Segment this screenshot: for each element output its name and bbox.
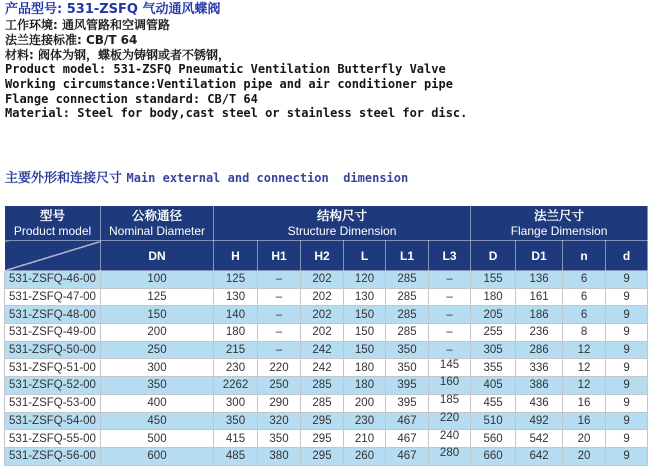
dimension-cell: 400 [101, 394, 214, 412]
info-line-material-cn: 材料: 阀体为钢，蝶板为铸钢或者不锈钢， [5, 47, 230, 62]
header-h2: H2 [301, 241, 344, 271]
product-model-cell: 531-ZSFQ-46-00 [5, 271, 101, 289]
section-title [5, 167, 408, 187]
dimension-cell: 405 [471, 377, 516, 395]
table-row [5, 430, 648, 448]
info-line-working-en: Working circumstance:Ventilation pipe and air conditioner pipe [5, 76, 453, 91]
dimension-cell: 415 [214, 430, 258, 448]
product-model-cell: 531-ZSFQ-54-00 [5, 412, 101, 430]
header-n: n [563, 241, 606, 271]
dimension-cell: 305 [471, 341, 516, 359]
header-d-small: d [606, 241, 648, 271]
dimension-cell: 300 [101, 359, 214, 377]
header-h1: H1 [258, 241, 301, 271]
header-product-model-cn: 型号 [39, 208, 65, 223]
info-line-model-en: Product model: 531-ZSFQ Pneumatic Ventilation Butterfly Valve [5, 62, 446, 77]
dimension-cell: – [429, 324, 471, 342]
dimension-cell: 350 [386, 341, 429, 359]
dimension-cell: 300 [214, 394, 258, 412]
dimension-cell: 295 [301, 430, 344, 448]
dimension-cell: 380 [258, 447, 301, 465]
dimension-cell: 20 [563, 447, 606, 465]
table-row [5, 306, 648, 324]
info-line-working-cn: 工作环境: 通风管路和空调管路 [5, 18, 170, 32]
dimension-cell: 220 [429, 412, 471, 430]
dimension-cell: 250 [258, 377, 301, 395]
table-row [5, 324, 648, 342]
dimension-cell: 200 [101, 324, 214, 342]
header-d-big: D [471, 241, 516, 271]
dimension-cell: 202 [301, 288, 344, 306]
dimension-cell: 180 [344, 377, 386, 395]
dimension-cell: 9 [606, 377, 648, 395]
dimension-cell: 150 [344, 324, 386, 342]
dimension-cell: 130 [344, 288, 386, 306]
dimension-cell: 386 [516, 377, 563, 395]
dimension-cell: 395 [386, 377, 429, 395]
dimension-cell: 6 [563, 288, 606, 306]
dimension-cell: 285 [386, 288, 429, 306]
dimension-cell: – [258, 324, 301, 342]
dimension-cell: 355 [471, 359, 516, 377]
dimension-cell: 290 [258, 394, 301, 412]
product-model-cell: 531-ZSFQ-56-00 [5, 447, 101, 465]
header-product-model-en: Product model [13, 224, 92, 238]
dimension-cell: 285 [301, 394, 344, 412]
header-l3: L3 [429, 241, 471, 271]
dimension-cell: 125 [214, 271, 258, 289]
dimension-cell: 542 [516, 430, 563, 448]
header-nominal-diameter [101, 206, 214, 241]
dimension-cell: 510 [471, 412, 516, 430]
dimension-cell: 180 [471, 288, 516, 306]
dimension-cell: 186 [516, 306, 563, 324]
header-l1: L1 [386, 241, 429, 271]
dimension-cell: 242 [301, 341, 344, 359]
dimension-cell: 236 [516, 324, 563, 342]
dimension-cell: – [429, 271, 471, 289]
dimension-cell: 285 [301, 377, 344, 395]
info-line-material-en: Material: Steel for body,cast steel or stainless steel for disc. [5, 106, 468, 121]
header-dn: DN [101, 241, 214, 271]
dimension-cell: 200 [344, 394, 386, 412]
dimension-cell: 492 [516, 412, 563, 430]
page-title: 产品型号: 531-ZSFQ 气动通风蝶阀 [5, 2, 221, 17]
header-structure-dimension [214, 206, 471, 241]
dimension-cell: 12 [563, 359, 606, 377]
dimension-cell: 6 [563, 271, 606, 289]
table-body [5, 271, 648, 466]
dimension-cell: 161 [516, 288, 563, 306]
dimension-cell: 9 [606, 412, 648, 430]
product-model-cell: 531-ZSFQ-52-00 [5, 377, 101, 395]
dimension-cell: 180 [344, 359, 386, 377]
dimension-cell: 220 [258, 359, 301, 377]
section-title-en: Main external and connection dimension [126, 171, 409, 185]
dimension-cell: 467 [386, 430, 429, 448]
dimension-cell: 320 [258, 412, 301, 430]
dimension-cell: 202 [301, 306, 344, 324]
dimension-cell: 185 [429, 394, 471, 412]
table-row [5, 341, 648, 359]
dimension-cell: 8 [563, 324, 606, 342]
dimension-cell: 230 [214, 359, 258, 377]
dimension-cell: 467 [386, 447, 429, 465]
dimension-cell: 286 [516, 341, 563, 359]
dimension-cell: 12 [563, 377, 606, 395]
dimension-cell: 9 [606, 271, 648, 289]
dimension-cell: 485 [214, 447, 258, 465]
section-title-cn: 主要外形和连接尺寸 [5, 171, 123, 186]
dimension-cell: 2262 [214, 377, 258, 395]
dimension-cell: 150 [344, 306, 386, 324]
dimension-cell: 9 [606, 394, 648, 412]
dimension-cell: 16 [563, 394, 606, 412]
dimension-cell: 285 [386, 324, 429, 342]
dimension-table [4, 205, 648, 466]
header-h: H [214, 241, 258, 271]
dimension-cell: 12 [563, 341, 606, 359]
dimension-cell: 180 [214, 324, 258, 342]
dimension-cell: 240 [429, 430, 471, 448]
dimension-cell: – [429, 341, 471, 359]
dimension-cell: 255 [471, 324, 516, 342]
info-line-flange-cn: 法兰连接标准: CB/T 64 [5, 32, 138, 47]
dimension-cell: 202 [301, 324, 344, 342]
table-row [5, 394, 648, 412]
dimension-cell: 9 [606, 341, 648, 359]
dimension-cell: 295 [301, 447, 344, 465]
table-row [5, 271, 648, 289]
dimension-cell: 285 [386, 306, 429, 324]
dimension-cell: 250 [101, 341, 214, 359]
product-info-block [5, 2, 645, 121]
header-diagonal-cell [5, 241, 101, 271]
header-nominal-diameter-cn: 公称通径 [131, 208, 182, 223]
dimension-cell: 125 [101, 288, 214, 306]
dimension-cell: 600 [101, 447, 214, 465]
dimension-cell: 295 [301, 412, 344, 430]
dimension-cell: 350 [386, 359, 429, 377]
dimension-cell: 500 [101, 430, 214, 448]
dimension-cell: 9 [606, 288, 648, 306]
header-product-model [5, 206, 101, 241]
table-row [5, 412, 648, 430]
table-row [5, 447, 648, 465]
dimension-cell: 6 [563, 306, 606, 324]
dimension-cell: 9 [606, 447, 648, 465]
dimension-cell: 455 [471, 394, 516, 412]
header-flange-dimension [471, 206, 648, 241]
dimension-cell: 136 [516, 271, 563, 289]
dimension-cell: 155 [471, 271, 516, 289]
dimension-cell: 9 [606, 324, 648, 342]
header-nominal-diameter-en: Nominal Diameter [108, 224, 206, 238]
dimension-cell: 436 [516, 394, 563, 412]
dimension-cell: – [258, 306, 301, 324]
dimension-cell: 150 [344, 341, 386, 359]
table-row [5, 288, 648, 306]
product-model-cell: 531-ZSFQ-51-00 [5, 359, 101, 377]
product-model-cell: 531-ZSFQ-55-00 [5, 430, 101, 448]
dimension-cell: 336 [516, 359, 563, 377]
dimension-cell: 150 [101, 306, 214, 324]
dimension-cell: 350 [214, 412, 258, 430]
dimension-cell: 215 [214, 341, 258, 359]
dimension-cell: 100 [101, 271, 214, 289]
dimension-cell: 210 [344, 430, 386, 448]
dimension-cell: 16 [563, 412, 606, 430]
dimension-cell: 120 [344, 271, 386, 289]
dimension-cell: 642 [516, 447, 563, 465]
header-flange-en: Flange Dimension [510, 224, 608, 238]
dimension-table-container [4, 205, 647, 466]
product-model-cell: 531-ZSFQ-50-00 [5, 341, 101, 359]
header-d1: D1 [516, 241, 563, 271]
dimension-cell: – [258, 288, 301, 306]
dimension-cell: 9 [606, 359, 648, 377]
dimension-cell: 160 [429, 377, 471, 395]
dimension-cell: – [429, 306, 471, 324]
dimension-cell: 395 [386, 394, 429, 412]
header-structure-en: Structure Dimension [287, 224, 397, 238]
header-l: L [344, 241, 386, 271]
dimension-cell: 20 [563, 430, 606, 448]
dimension-cell: 202 [301, 271, 344, 289]
dimension-cell: – [258, 271, 301, 289]
dimension-cell: – [258, 341, 301, 359]
dimension-cell: 350 [101, 377, 214, 395]
dimension-cell: 660 [471, 447, 516, 465]
dimension-cell: 450 [101, 412, 214, 430]
dimension-cell: 9 [606, 306, 648, 324]
dimension-cell: 280 [429, 447, 471, 465]
product-model-cell: 531-ZSFQ-48-00 [5, 306, 101, 324]
header-structure-cn: 结构尺寸 [317, 208, 368, 223]
product-model-cell: 531-ZSFQ-49-00 [5, 324, 101, 342]
dimension-cell: 467 [386, 412, 429, 430]
table-row [5, 359, 648, 377]
product-model-cell: 531-ZSFQ-47-00 [5, 288, 101, 306]
info-line-flange-en: Flange connection standard: CB/T 64 [5, 91, 258, 106]
dimension-cell: 140 [214, 306, 258, 324]
dimension-cell: 350 [258, 430, 301, 448]
dimension-cell: 205 [471, 306, 516, 324]
header-flange-cn: 法兰尺寸 [534, 208, 585, 223]
dimension-cell: 230 [344, 412, 386, 430]
table-row [5, 377, 648, 395]
dimension-cell: 560 [471, 430, 516, 448]
dimension-cell: – [429, 288, 471, 306]
dimension-cell: 145 [429, 359, 471, 377]
product-model-cell: 531-ZSFQ-53-00 [5, 394, 101, 412]
dimension-cell: 242 [301, 359, 344, 377]
dimension-cell: 130 [214, 288, 258, 306]
dimension-cell: 9 [606, 430, 648, 448]
dimension-cell: 260 [344, 447, 386, 465]
dimension-cell: 285 [386, 271, 429, 289]
